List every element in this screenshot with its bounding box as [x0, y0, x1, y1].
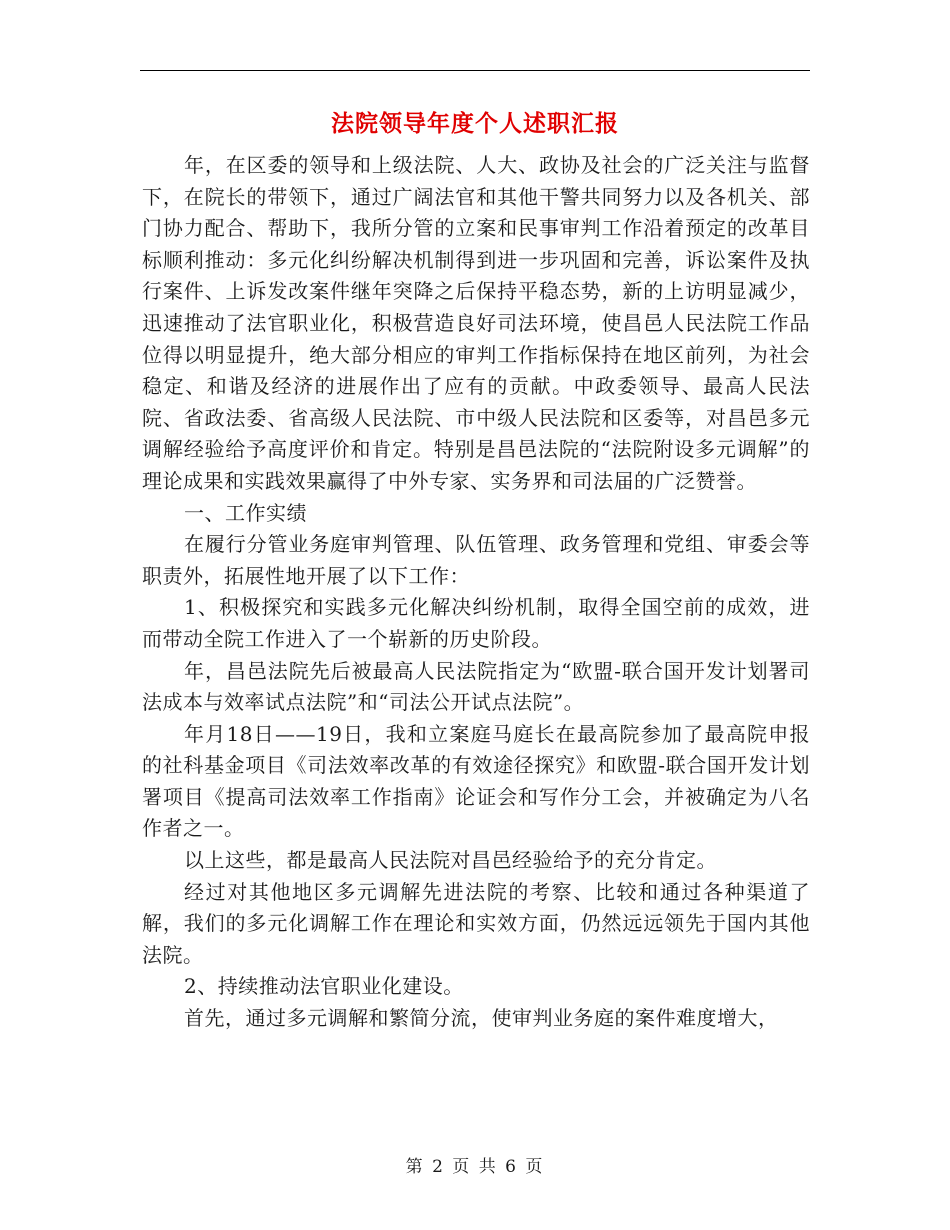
- document-body: [142, 150, 810, 1035]
- paragraph: 年，昌邑法院先后被最高人民法院指定为“欧盟-联合国开发计划署司法成本与效率试点法院”和“司法公开试点法院”。: [142, 658, 810, 715]
- header-rule: [140, 70, 810, 71]
- page-footer: [0, 1152, 950, 1177]
- paragraph: 在履行分管业务庭审判管理、队伍管理、政务管理和党组、审委会等职责外，拓展性地开展了以下工作：: [142, 532, 810, 588]
- paragraph: 首先，通过多元调解和繁简分流，使审判业务庭的案件难度增大，: [184, 1006, 779, 1031]
- section-heading-achievements: 一、工作实绩: [184, 500, 307, 525]
- document-title: 法院领导年度个人述职汇报: [331, 110, 619, 137]
- list-item-heading: 1、积极探究和实践多元化解决纠纷机制，取得全国空前的成效，进而带动全院工作进入了一个崭新的历史阶段。: [142, 595, 810, 651]
- list-item-heading: 2、持续推动法官职业化建设。: [184, 974, 464, 999]
- page-number: 第 2 页 共 6 页: [405, 1157, 545, 1177]
- paragraph: 年月18日——19日，我和立案庭马庭长在最高院参加了最高院申报的社科基金项目《司法效率改革的有效途径探究》和欧盟-联合国开发计划署项目《提高司法效率工作指南》论证会和写作分工会，并被确定为八名作者之一。: [142, 721, 810, 841]
- paragraph-intro: 年，在区委的领导和上级法院、人大、政协及社会的广泛关注与监督下，在院长的带领下，通过广阔法官和其他干警共同努力以及各机关、部门协力配合、帮助下，我所分管的立案和民事审判工作沿着预定的改革目标顺利推动：多元化纠纷解决机制得到进一步巩固和完善，诉讼案件及执行案件、上诉发改案件继年突降之后保持平稳态势，新的上访明显减少，迅速推动了法官职业化，积极营造良好司法环境，使昌邑人民法院工作品位得以明显提升，绝大部分相应的审判工作指标保持在地区前列，为社会稳定、和谐及经济的进展作出了应有的贡献。中政委领导、最高人民法院、省政法委、省高级人民法院、市中级人民法院和区委等，对昌邑多元调解经验给予高度评价和肯定。特别是昌邑法院的“法院附设多元调解”的理论成果和实践效果赢得了中外专家、实务界和司法届的广泛赞誉。: [142, 153, 810, 493]
- paragraph: 经过对其他地区多元调解先进法院的考察、比较和通过各种渠道了解，我们的多元化调解工作在理论和实效方面，仍然远远领先于国内其他法院。: [142, 879, 810, 967]
- paragraph: 以上这些，都是最高人民法院对昌邑经验给予的充分肯定。: [184, 848, 717, 873]
